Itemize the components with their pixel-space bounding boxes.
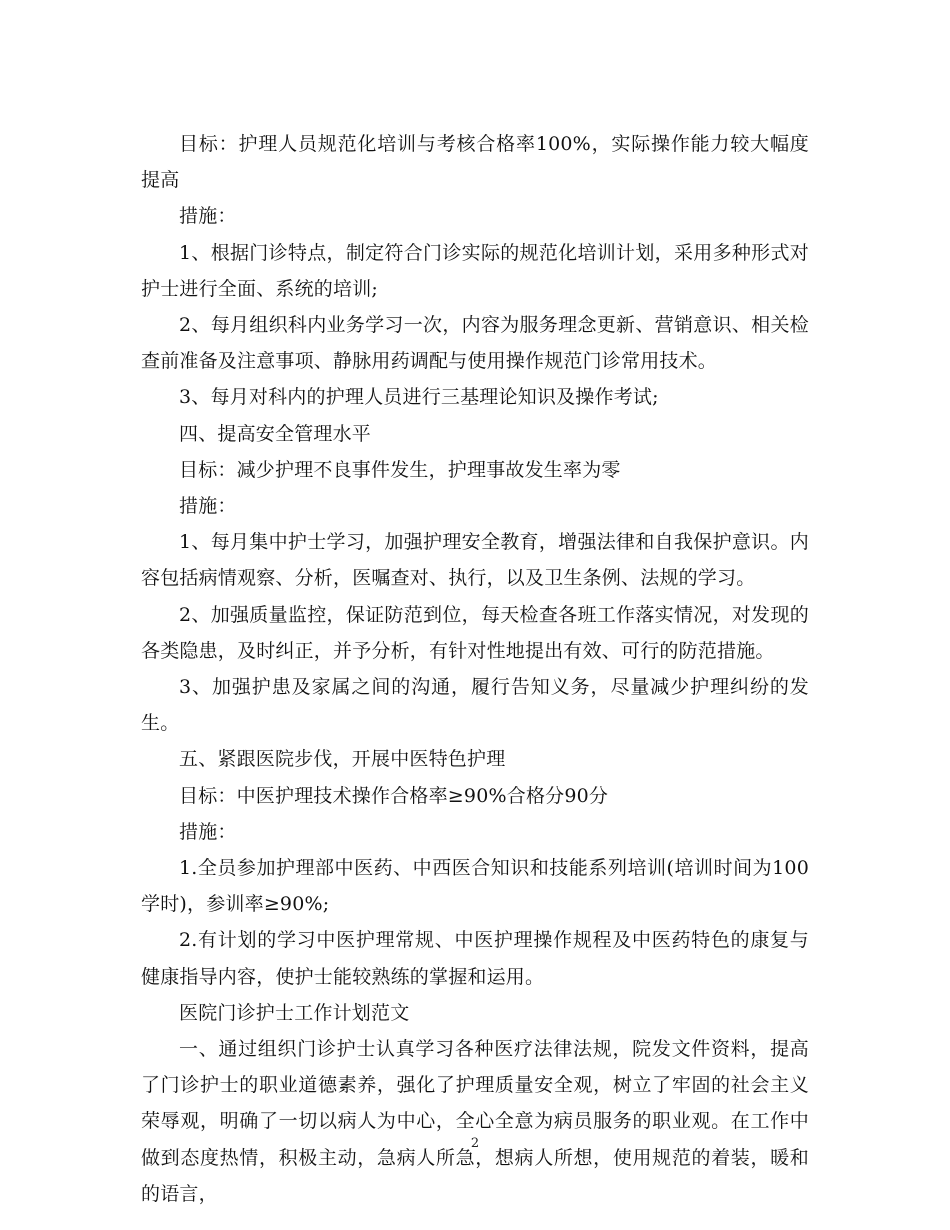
paragraph-body: 一、通过组织门诊护士认真学习各种医疗法律法规，院发文件资料，提高了门诊护士的职业道德素养，强化了护理质量安全观，树立了牢固的社会主义荣辱观，明确了一切以病人为中心，全心全意为病员服务的职业观。在工作中做到态度热情，积极主动，急病人所急，想病人所想，使用规范的着装，暖和的语言， bbox=[141, 1038, 809, 1205]
document-body bbox=[141, 126, 809, 1212]
paragraph-measures-heading: 措施： bbox=[179, 495, 237, 518]
paragraph-measure-item: 3、每月对科内的护理人员进行三基理论知识及操作考试; bbox=[179, 386, 659, 409]
paragraph-measure-item: 1.全员参加护理部中医药、中西医合知识和技能系列培训(培训时间为100学时)，参训率≥90%; bbox=[141, 857, 809, 916]
document-subtitle: 医院门诊护士工作计划范文 bbox=[179, 1001, 410, 1024]
section-heading: 四、提高安全管理水平 bbox=[179, 422, 372, 445]
page-number: 2 bbox=[470, 1136, 480, 1151]
paragraph-measures-heading: 措施： bbox=[179, 205, 237, 228]
paragraph-measure-item: 2、每月组织科内业务学习一次，内容为服务理念更新、营销意识、相关检查前准备及注意事项、静脉用药调配与使用操作规范门诊常用技术。 bbox=[141, 314, 809, 373]
section-heading: 五、紧跟医院步伐，开展中医特色护理 bbox=[179, 748, 506, 771]
paragraph-goal-safety: 目标：减少护理不良事件发生，护理事故发生率为零 bbox=[179, 458, 621, 481]
paragraph-measure-item: 3、加强护患及家属之间的沟通，履行告知义务，尽量减少护理纠纷的发生。 bbox=[141, 676, 809, 735]
paragraph-measure-item: 2.有计划的学习中医护理常规、中医护理操作规程及中医药特色的康复与健康指导内容，使护士能较熟练的掌握和运用。 bbox=[141, 929, 809, 988]
paragraph-goal-tcm: 目标：中医护理技术操作合格率≥90%合格分90分 bbox=[179, 784, 609, 807]
paragraph-measure-item: 2、加强质量监控，保证防范到位，每天检查各班工作落实情况，对发现的各类隐患，及时纠正，并予分析，有针对性地提出有效、可行的防范措施。 bbox=[141, 603, 809, 662]
paragraph-measure-item: 1、每月集中护士学习，加强护理安全教育，增强法律和自我保护意识。内容包括病情观察、分析，医嘱查对、执行，以及卫生条例、法规的学习。 bbox=[141, 531, 809, 590]
paragraph-goal-training: 目标：护理人员规范化培训与考核合格率100%，实际操作能力较大幅度提高 bbox=[141, 133, 809, 192]
paragraph-measures-heading: 措施： bbox=[179, 820, 237, 843]
paragraph-measure-item: 1、根据门诊特点，制定符合门诊实际的规范化培训计划，采用多种形式对护士进行全面、系统的培训; bbox=[141, 241, 809, 300]
